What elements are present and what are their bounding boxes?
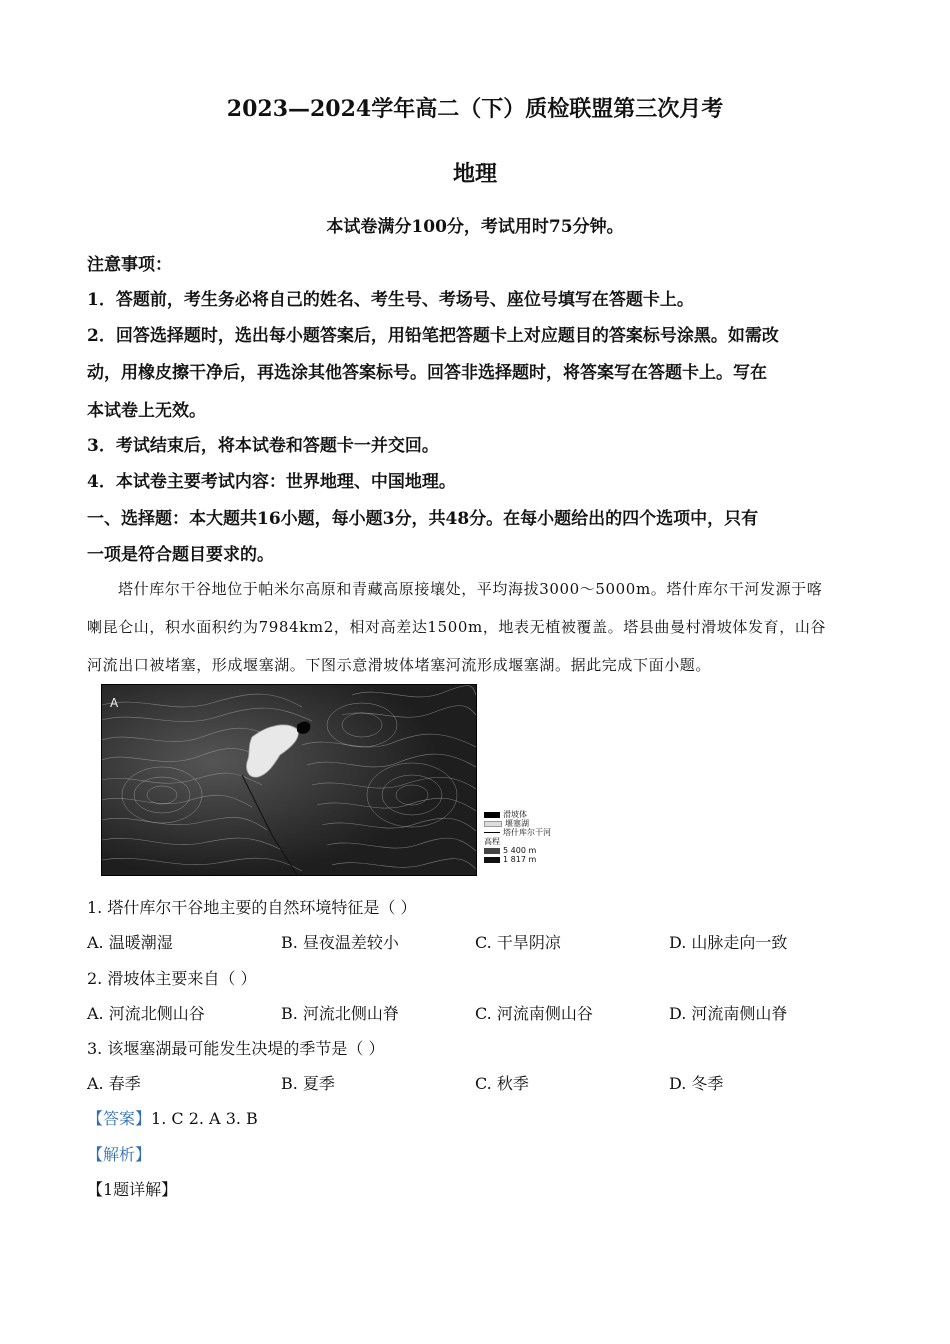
landslide-swatch xyxy=(484,812,500,818)
passage-line-1: 塔什库尔干谷地位于帕米尔高原和青藏高原接壤处，平均海拔3000～5000m。塔什库尔干河发源于喀 xyxy=(118,580,823,598)
q1-option-c[interactable]: C. 干旱阴凉 xyxy=(475,933,561,952)
q2-option-d[interactable]: D. 河流南侧山脊 xyxy=(669,1004,788,1023)
q3-option-c[interactable]: C. 秋季 xyxy=(475,1074,529,1093)
elev-high-swatch xyxy=(484,848,500,854)
note-item-2-line-3: 本试卷上无效。 xyxy=(87,401,206,421)
note-item-3: 3．考试结束后，将本试卷和答题卡一并交回。 xyxy=(87,436,439,456)
legend-elev-low xyxy=(484,855,551,864)
q1-option-d[interactable]: D. 山脉走向一致 xyxy=(669,933,788,952)
exam-title: 2023—2024学年高二（下）质检联盟第三次月考 xyxy=(226,96,724,122)
map-legend xyxy=(484,810,551,864)
question-2-stem: 2. 滑坡体主要来自（ ） xyxy=(87,969,257,988)
elev-low-swatch xyxy=(484,857,500,863)
section-heading-line-1: 一、选择题：本大题共16小题，每小题3分，共48分。在每小题给出的四个选项中，只有 xyxy=(87,509,759,529)
passage-line-2: 喇昆仑山，积水面积约为7984km2，相对高差达1500m，地表无植被覆盖。塔县曲曼村滑坡体发育，山谷 xyxy=(87,618,827,636)
q1-option-b[interactable]: B. 昼夜温差较小 xyxy=(281,933,399,952)
lake-swatch xyxy=(484,821,502,827)
analysis-detail-1: 【1题详解】 xyxy=(87,1180,178,1199)
answer-label: 【答案】 xyxy=(87,1109,152,1128)
contour-map-graphic xyxy=(102,685,476,875)
legend-lake-label: 堰塞湖 xyxy=(505,819,529,828)
legend-elevation-title xyxy=(484,837,551,846)
note-item-4: 4．本试卷主要考试内容：世界地理、中国地理。 xyxy=(87,472,456,492)
answer-text: 1. C 2. A 3. B xyxy=(151,1109,258,1128)
legend-river-label: 塔什库尔干河 xyxy=(503,828,551,837)
legend-elev-high xyxy=(484,846,551,855)
q2-option-a[interactable]: A. 河流北侧山谷 xyxy=(87,1004,205,1023)
note-item-2-line-2: 动，用橡皮擦干净后，再选涂其他答案标号。回答非选择题时，将答案写在答题卡上。写在 xyxy=(87,363,767,383)
landslide-dam-map xyxy=(101,684,477,876)
note-item-2-line-1: 2．回答选择题时，选出每小题答案后，用铅笔把答题卡上对应题目的答案标号涂黑。如需改 xyxy=(87,326,779,346)
river-swatch xyxy=(484,832,500,833)
answer-line xyxy=(87,1106,258,1129)
q3-option-a[interactable]: A. 春季 xyxy=(87,1074,141,1093)
section-heading-line-2: 一项是符合题目要求的。 xyxy=(87,545,274,565)
note-item-1: 1．答题前，考生务必将自己的姓名、考生号、考场号、座位号填写在答题卡上。 xyxy=(87,290,694,310)
notes-heading: 注意事项： xyxy=(87,255,172,275)
subject-title: 地理 xyxy=(452,161,497,187)
legend-elev-low-label: 1 817 m xyxy=(503,855,537,864)
legend-landslide-label: 滑坡体 xyxy=(503,810,527,819)
map-corner-label: A xyxy=(110,696,119,710)
question-1-stem: 1. 塔什库尔干谷地主要的自然环境特征是（ ） xyxy=(87,898,417,917)
score-info: 本试卷满分100分，考试用时75分钟。 xyxy=(326,217,624,237)
legend-elevation-title-label: 高程 xyxy=(484,837,500,846)
q1-option-a[interactable]: A. 温暖潮湿 xyxy=(87,933,173,952)
passage-line-3: 河流出口被堵塞，形成堰塞湖。下图示意滑坡体堵塞河流形成堰塞湖。据此完成下面小题。 xyxy=(87,656,712,674)
q3-option-b[interactable]: B. 夏季 xyxy=(281,1074,335,1093)
legend-elev-high-label: 5 400 m xyxy=(503,846,537,855)
q2-option-c[interactable]: C. 河流南侧山谷 xyxy=(475,1004,593,1023)
q2-option-b[interactable]: B. 河流北侧山脊 xyxy=(281,1004,399,1023)
q3-option-d[interactable]: D. 冬季 xyxy=(669,1074,724,1093)
question-3-stem: 3. 该堰塞湖最可能发生决堤的季节是（ ） xyxy=(87,1039,385,1058)
analysis-label: 【解析】 xyxy=(87,1145,152,1164)
